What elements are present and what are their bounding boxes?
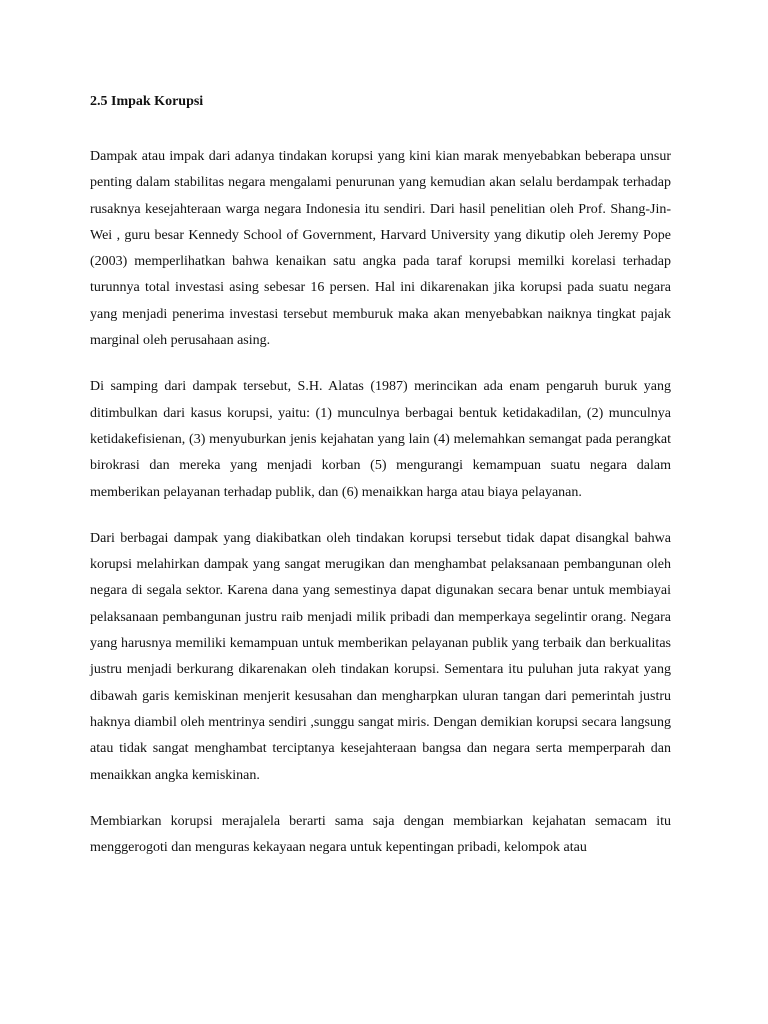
paragraph-development-impact: Dari berbagai dampak yang diakibatkan oleh tindakan korupsi tersebut tidak dapat disangkal bahwa korupsi melahirkan dampak yang sangat merugikan dan menghambat pelaksanaan pembangunan oleh negara di segala sektor. Karena dana yang semestinya dapat digunakan secara benar untuk membiayai pelaksanaan pembangunan justru raib menjadi milik pribadi dan memperkaya segelintir orang. Negara yang harusnya memiliki kemampuan untuk memberikan pelayanan publik yang terbaik dan berkualitas justru menjadi berkurang dikarenakan oleh tindakan korupsi. Sementara itu puluhan juta rakyat yang dibawah garis kemiskinan menjerit kesusahan dan mengharpkan uluran tangan dari pemerintah justru haknya diambil oleh mentrinya sendiri ,sunggu sangat miris. Dengan demikian korupsi secara langsung atau tidak sangat menghambat terciptanya kesejahteraan bangsa dan negara serta memperparah dan menaikkan angka kemiskinan.: [90, 530, 671, 783]
document-page: [90, 92, 671, 865]
paragraph-impact-investment: Dampak atau impak dari adanya tindakan korupsi yang kini kian marak menyebabkan beberapa unsur penting dalam stabilitas negara mengalami penurunan yang kemudian akan selalu berdampak terhadap rusaknya kesejahteraan warga negara Indonesia itu sendiri. Dari hasil penelitian oleh Prof. Shang-Jin-Wei , guru besar Kennedy School of Government, Harvard University yang dikutip oleh Jeremy Pope (2003) memperlihatkan bahwa kenaikan satu angka pada taraf korupsi memilki korelasi terhadap turunnya total investasi asing sebesar 16 persen. Hal ini dikarenakan jika korupsi pada suatu negara yang menjadi penerima investasi tersebut memburuk maka akan menyebabkan naiknya tingkat pajak marginal oleh perusahaan asing.: [90, 149, 671, 349]
section-heading: 2.5 Impak Korupsi: [90, 94, 204, 109]
paragraph-alatas-effects: Di samping dari dampak tersebut, S.H. Alatas (1987) merincikan ada enam pengaruh buruk yang ditimbulkan dari kasus korupsi, yaitu: (1) munculnya berbagai bentuk ketidakadilan, (2) munculnya ketidakefisienan, (3) menyuburkan jenis kejahatan yang lain (4) melemahkan semangat pada perangkat birokrasi dan mereka yang menjadi korban (5) mengurangi kemampuan suatu negara dalam memberikan pelayanan terhadap publik, dan (6) menaikkan harga atau biaya pelayanan.: [90, 379, 671, 500]
paragraph-letting-corruption: Membiarkan korupsi merajalela berarti sama saja dengan membiarkan kejahatan semacam itu menggerogoti dan menguras kekayaan negara untuk kepentingan pribadi, kelompok atau: [90, 813, 671, 856]
